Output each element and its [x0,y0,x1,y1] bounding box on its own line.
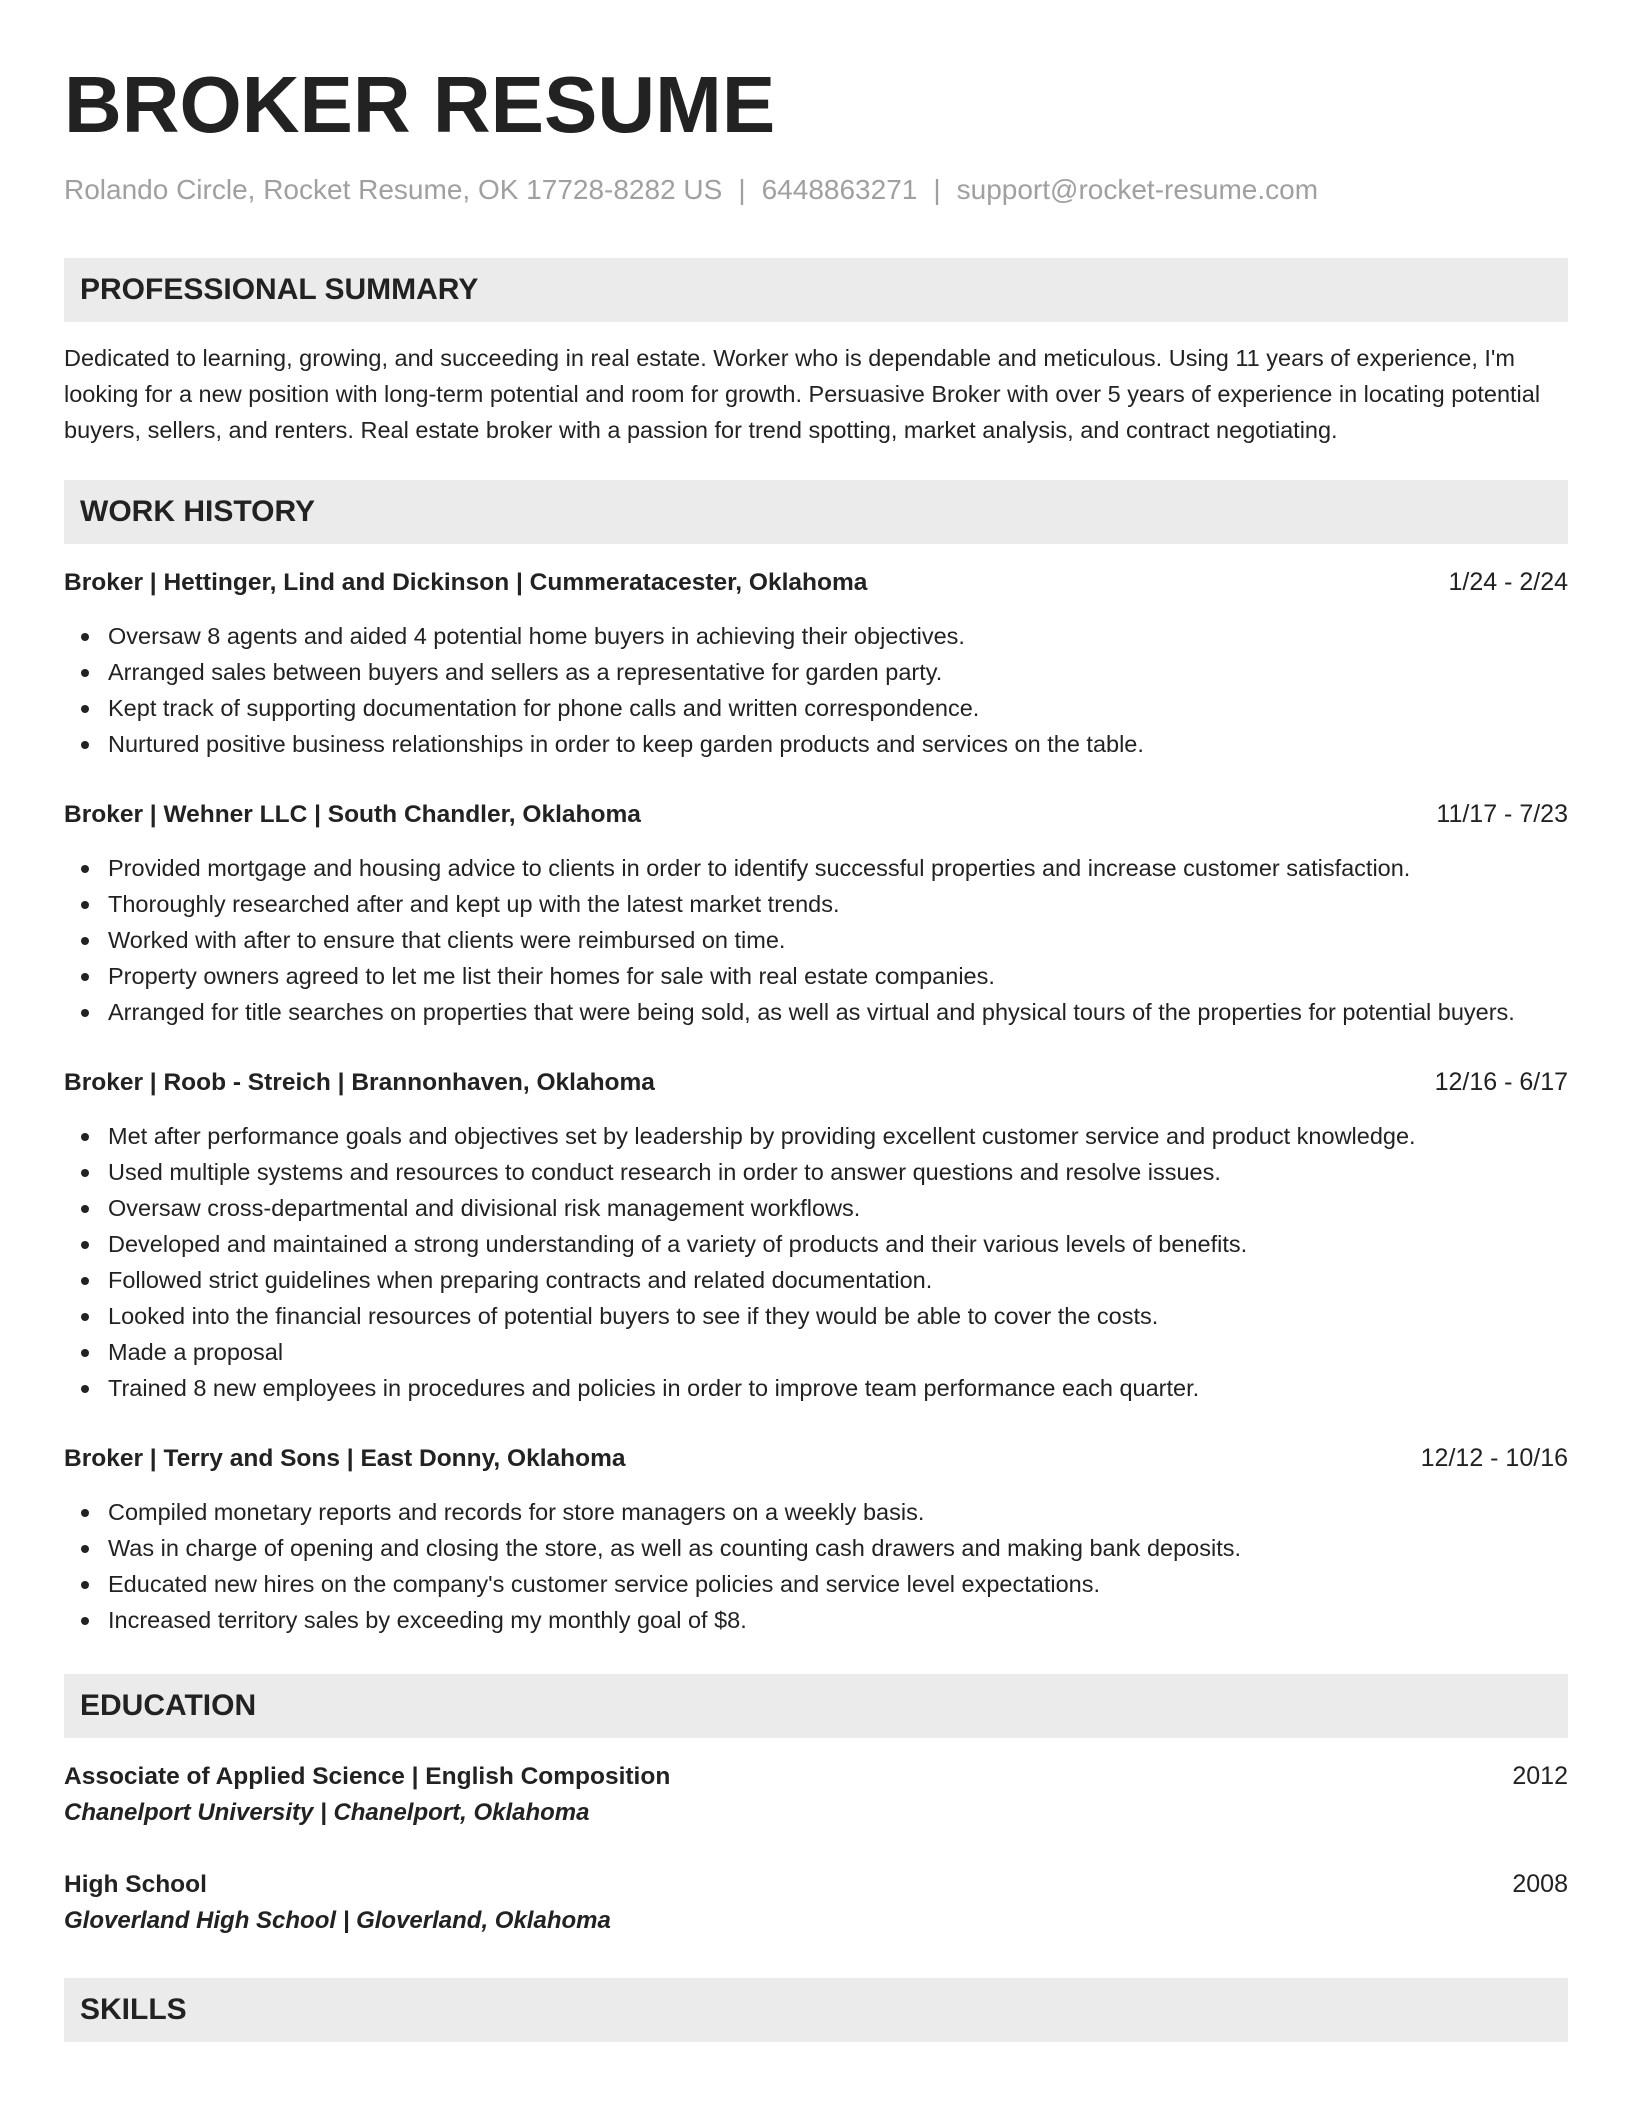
job-bullet: Arranged sales between buyers and sellers as a representative for garden party. [64,654,1568,690]
work-history-heading: WORK HISTORY [64,480,1568,544]
job-bullet: Worked with after to ensure that clients were reimbursed on time. [64,922,1568,958]
education-degree: High School [64,1871,207,1898]
job-bullet: Developed and maintained a strong understanding of a variety of products and their various levels of benefits. [64,1226,1568,1262]
job-bullet: Oversaw cross-departmental and divisional risk management workflows. [64,1190,1568,1226]
job-title: Broker | Terry and Sons | East Donny, Oklahoma [64,1445,626,1472]
summary-heading: PROFESSIONAL SUMMARY [64,258,1568,322]
job-bullet: Nurtured positive business relationships in order to keep garden products and services on the table. [64,726,1568,762]
resume-title: BROKER RESUME [64,60,776,149]
job-bullets [64,850,1568,1030]
job-bullet: Arranged for title searches on properties that were being sold, as well as virtual and physical tours of the properties for potential buyers. [64,994,1568,1030]
education-entry [64,1866,1568,1940]
job-bullet: Provided mortgage and housing advice to clients in order to identify successful properties and increase customer satisfaction. [64,850,1568,886]
education-year: 2012 [1512,1762,1568,1790]
contact-line [64,172,1568,208]
education-heading: EDUCATION [64,1674,1568,1738]
contact-address: Rolando Circle, Rocket Resume, OK 17728-8282 US [64,174,723,205]
skills-heading: SKILLS [64,1978,1568,2042]
job-bullet: Looked into the financial resources of potential buyers to see if they would be able to cover the costs. [64,1298,1568,1334]
job-dates: 11/17 - 7/23 [1436,800,1568,828]
education-school: Chanelport University | Chanelport, Oklahoma [64,1799,590,1826]
job-header [64,1064,1568,1100]
job-title: Broker | Wehner LLC | South Chandler, Oklahoma [64,801,641,828]
education-header [64,1866,1568,1902]
education-year: 2008 [1512,1870,1568,1898]
job-bullet: Used multiple systems and resources to conduct research in order to answer questions and resolve issues. [64,1154,1568,1190]
job-bullet: Educated new hires on the company's customer service policies and service level expectations. [64,1566,1568,1602]
job-dates: 12/16 - 6/17 [1434,1068,1568,1096]
job-bullets [64,1118,1568,1406]
job-entry [64,564,1568,762]
job-bullet: Made a proposal [64,1334,1568,1370]
job-bullet: Kept track of supporting documentation for phone calls and written correspondence. [64,690,1568,726]
job-bullet: Increased territory sales by exceeding my monthly goal of $8. [64,1602,1568,1638]
education-degree: Associate of Applied Science | English Composition [64,1763,671,1790]
job-dates: 12/12 - 10/16 [1420,1444,1568,1472]
job-title: Broker | Hettinger, Lind and Dickinson | Cummeratacester, Oklahoma [64,569,868,596]
job-entry [64,796,1568,1030]
contact-separator: | [933,174,941,205]
job-bullet: Trained 8 new employees in procedures and policies in order to improve team performance each quarter. [64,1370,1568,1406]
education-entry [64,1758,1568,1832]
job-bullet: Thoroughly researched after and kept up with the latest market trends. [64,886,1568,922]
education-school: Gloverland High School | Gloverland, Oklahoma [64,1907,611,1934]
job-bullet: Met after performance goals and objectives set by leadership by providing excellent customer service and product knowledge. [64,1118,1568,1154]
job-bullets [64,1494,1568,1638]
job-entry [64,1440,1568,1638]
contact-separator: | [738,174,746,205]
job-header [64,796,1568,832]
job-title: Broker | Roob - Streich | Brannonhaven, Oklahoma [64,1069,655,1096]
job-header [64,1440,1568,1476]
job-dates: 1/24 - 2/24 [1448,568,1568,596]
job-bullet: Oversaw 8 agents and aided 4 potential home buyers in achieving their objectives. [64,618,1568,654]
job-bullet: Was in charge of opening and closing the store, as well as counting cash drawers and making bank deposits. [64,1530,1568,1566]
job-header [64,564,1568,600]
job-entry [64,1064,1568,1406]
contact-email: support@rocket-resume.com [956,174,1319,205]
contact-phone: 6448863271 [761,174,918,205]
job-bullet: Property owners agreed to let me list their homes for sale with real estate companies. [64,958,1568,994]
summary-text: Dedicated to learning, growing, and succeeding in real estate. Worker who is dependable and meticulous. Using 11 years of experience, I'm looking for a new position with long-term potential and room for growth. Persuasive Broker with over 5 years of experience in locating potential buyers, sellers, and renters. Real estate broker with a passion for trend spotting, market analysis, and contract negotiating. [64,345,1541,443]
job-bullets [64,618,1568,762]
education-header [64,1758,1568,1794]
job-bullet: Compiled monetary reports and records for store managers on a weekly basis. [64,1494,1568,1530]
job-bullet: Followed strict guidelines when preparing contracts and related documentation. [64,1262,1568,1298]
